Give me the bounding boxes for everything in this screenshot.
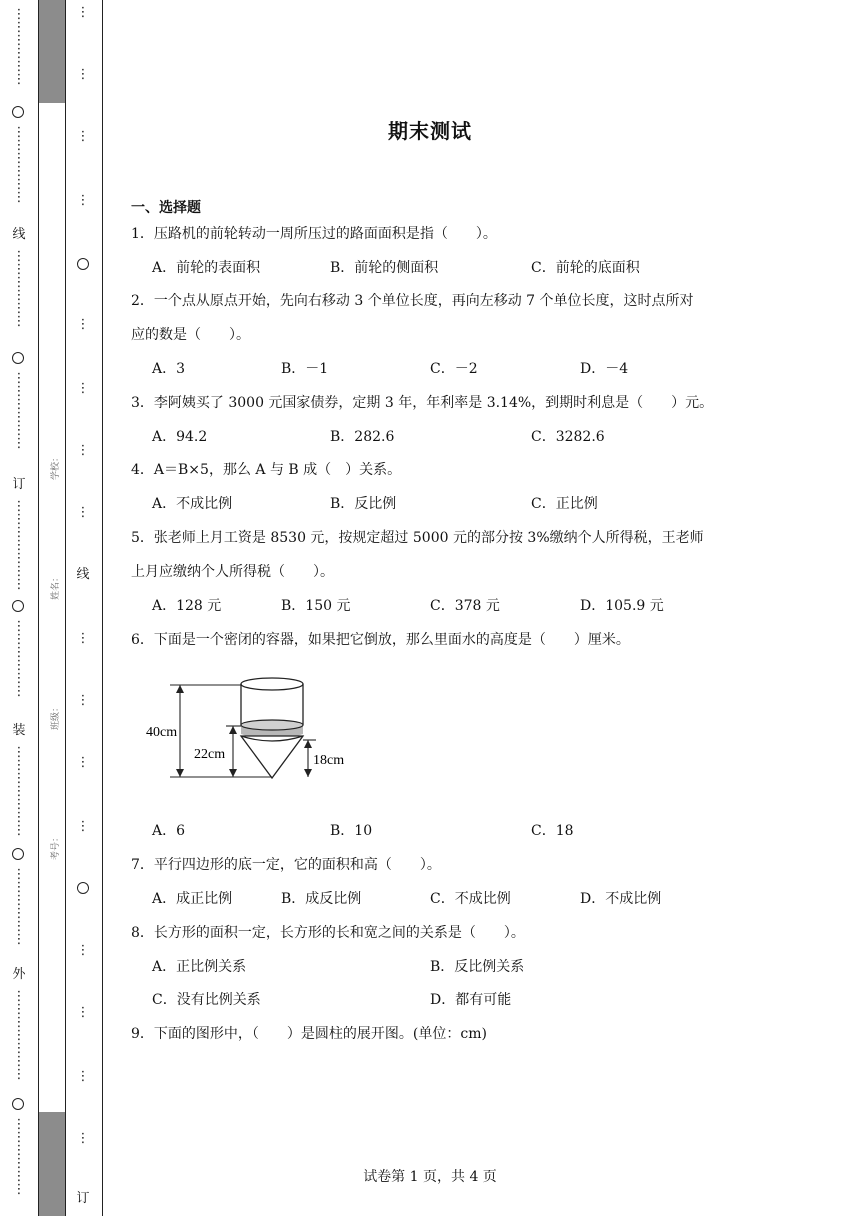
binding-hole-icon [77,882,89,894]
option-d: D．－4 [580,361,629,377]
water-surface [241,720,303,730]
question-stem: 3．李阿姨买了 3000 元国家债券，定期 3 年，年利率是 3.14%，到期时利息是（ ）元。 [131,395,714,411]
binding-hole-icon [77,258,89,270]
field-label-name: 姓名： [51,572,62,601]
option-a: A．不成比例 [152,496,233,512]
field-label-school: 学校： [51,452,62,481]
margin-label-ding: 订 [12,477,26,492]
margin-label-zhuang: 装 [12,723,26,738]
question-stem: 1．压路机的前轮转动一周所压过的路面面积是指（ ）。 [131,226,497,242]
option-c: C．378 元 [430,598,500,614]
binding-hole-icon [12,600,24,612]
option-b: B．反比例 [330,496,397,512]
cylinder-top [241,678,303,690]
option-b: B．150 元 [281,598,351,614]
option-c: C．正比例 [531,496,598,512]
option-c: C．－2 [430,361,478,377]
option-c: C．3282.6 [531,429,605,445]
option-b: B．－1 [281,361,329,377]
option-a: A．正比例关系 [152,959,247,975]
option-a: A．94.2 [152,429,208,445]
margin-label-line-inner: 线 [76,567,90,582]
option-d: D．不成比例 [580,891,662,907]
margin-label-line: 线 [12,227,26,242]
question-stem: 2．一个点从原点开始，先向右移动 3 个单位长度，再向左移动 7 个单位长度，这时点所对 [131,293,694,309]
option-c: C．前轮的底面积 [531,260,640,276]
field-label-class: 班级： [51,702,62,731]
page-footer: 试卷第 1 页，共 4 页 [363,1169,497,1185]
binding-hole-icon [12,352,24,364]
label-40cm: 40cm [146,725,178,740]
label-22cm: 22cm [194,747,226,762]
option-b: B．反比例关系 [430,959,525,975]
question-stem: 5．张老师上月工资是 8530 元，按规定超过 5000 元的部分按 3%缴纳个人所得税，王老师 [131,530,704,546]
option-a: A．前轮的表面积 [152,260,261,276]
binding-hole-icon [12,1098,24,1110]
option-b: B．成反比例 [281,891,362,907]
option-b: B．282.6 [330,429,395,445]
question-stem-cont: 上月应缴纳个人所得税（ ）。 [131,564,334,580]
gray-band-bottom [39,1112,65,1216]
margin-label-wai: 外 [12,967,26,982]
option-c: C．没有比例关系 [152,992,261,1008]
option-d: D．105.9 元 [580,598,664,614]
question-stem: 6．下面是一个密闭的容器，如果把它倒放，那么里面水的高度是（ ）厘米。 [131,632,630,648]
section-heading: 一、选择题 [131,200,201,216]
option-a: A．6 [152,823,186,839]
option-a: A．成正比例 [152,891,233,907]
cone [241,736,303,778]
container-figure [140,668,360,786]
question-stem: 8．长方形的面积一定，长方形的长和宽之间的关系是（ ）。 [131,925,525,941]
option-d: D．都有可能 [430,992,512,1008]
option-b: B．10 [330,823,373,839]
binding-margin-inner [38,0,66,1216]
binding-margin-third: ⋮ ⋮ ⋮ ⋮ ⋮ ⋮ ⋮ ⋮ 线 ⋮ ⋮ ⋮ ⋮ ⋮ ⋮ ⋮ ⋮ 订 [64,0,103,1216]
question-stem-cont: 应的数是（ ）。 [131,327,250,343]
question-stem: 4．A＝B×5，那么 A 与 B 成（ ）关系。 [131,462,402,478]
option-c: C．18 [531,823,574,839]
binding-margin-outer: ⋮ ⋮ ⋮ ⋮ ⋮ ⋮ ⋮ ⋮ ⋮ ⋮ ⋮ ⋮ 线 ⋮ ⋮ ⋮ ⋮ ⋮ ⋮ ⋮ ⋮ ⋮ ⋮ ⋮ ⋮ 订 ⋮ ⋮ ⋮ ⋮ ⋮ ⋮ ⋮ ⋮ ⋮ ⋮ ⋮ ⋮ ⋮ 装 ⋮ ⋮ ⋮ ⋮ ⋮ ⋮ ⋮ ⋮ ⋮ ⋮ ⋮ ⋮ ⋮ 外 ⋮ ⋮ ⋮ ⋮ ⋮ ⋮ ⋮ ⋮ ⋮ ⋮ ⋮ ⋮ ⋮ [12,7,26,1197]
binding-hole-icon [12,848,24,860]
field-label-number: 考号： [51,832,62,861]
margin-label-ding-inner: 订 [76,1191,90,1206]
option-b: B．前轮的侧面积 [330,260,439,276]
question-stem: 7．平行四边形的底一定，它的面积和高（ ）。 [131,857,441,873]
option-c: C．不成比例 [430,891,511,907]
option-a: A．3 [152,361,186,377]
question-stem: 9．下面的图形中，（ ）是圆柱的展开图。(单位：cm) [131,1026,487,1042]
gray-band-top [39,0,65,103]
label-18cm: 18cm [313,753,345,768]
page-title: 期末测试 [388,119,472,143]
option-a: A．128 元 [152,598,222,614]
